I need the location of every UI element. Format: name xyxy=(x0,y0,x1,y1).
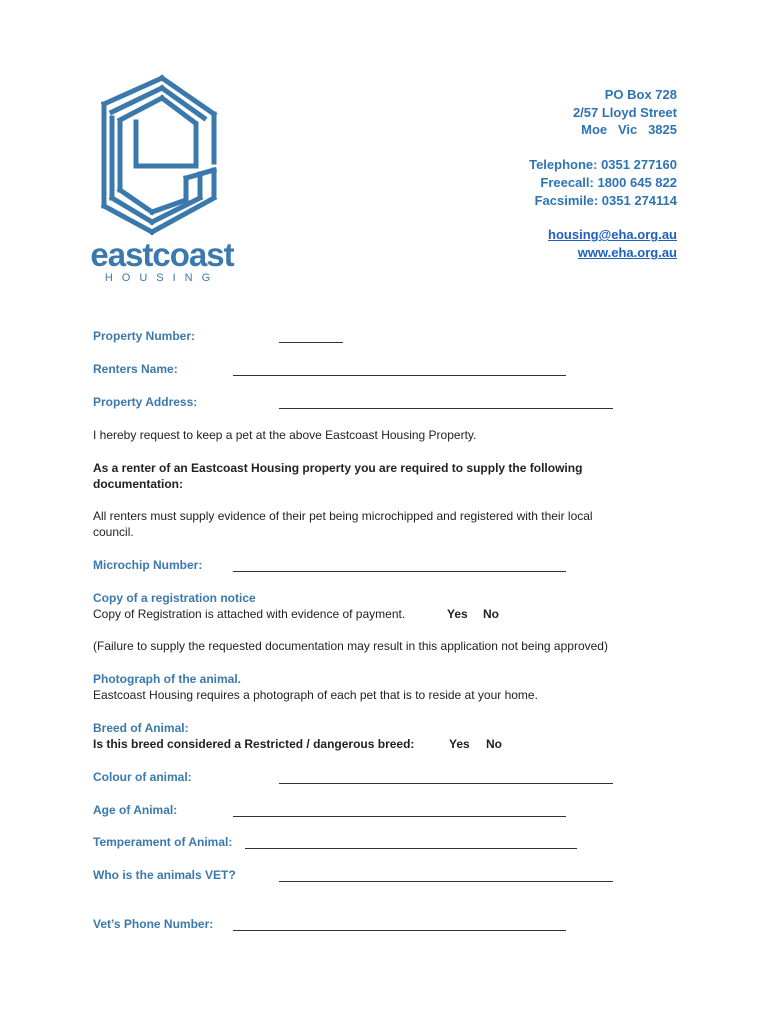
colour-label: Colour of animal: xyxy=(93,770,192,784)
colour-field[interactable] xyxy=(279,783,613,784)
contact-block xyxy=(529,86,677,262)
microchip-number-field[interactable] xyxy=(233,571,566,572)
age-label: Age of Animal: xyxy=(93,803,178,817)
website-link[interactable]: www.eha.org.au xyxy=(577,244,677,260)
breed-question: Is this breed considered a Restricted / dangerous breed: xyxy=(93,737,415,751)
temperament-field[interactable] xyxy=(245,848,577,849)
logo-wordmark: eastcoast xyxy=(90,236,234,273)
renters-name-label: Renters Name: xyxy=(93,362,178,376)
po-box: PO Box 728 xyxy=(604,87,677,102)
telephone: Telephone: 0351 277160 xyxy=(529,157,677,173)
logo-mark-icon xyxy=(96,74,228,236)
breed-heading: Breed of Animal: xyxy=(93,721,189,735)
registration-yes-option[interactable]: Yes xyxy=(447,607,468,621)
breed-no-option[interactable]: No xyxy=(486,737,502,751)
vet-field[interactable] xyxy=(279,881,613,882)
photo-text: Eastcoast Housing requires a photograph of each pet that is to reside at your home. xyxy=(93,688,538,702)
suburb-state-postcode: Moe Vic 3825 xyxy=(581,122,677,138)
renters-name-field[interactable] xyxy=(233,375,566,376)
logo-subtitle: HOUSING xyxy=(104,272,220,284)
evidence-text-line2: council. xyxy=(93,525,134,539)
property-address-field[interactable] xyxy=(279,408,613,409)
request-statement: I hereby request to keep a pet at the above Eastcoast Housing Property. xyxy=(93,428,477,442)
requirement-text-line2: documentation: xyxy=(93,477,183,491)
vet-phone-label: Vet’s Phone Number: xyxy=(93,917,214,931)
facsimile: Facsimile: 0351 274114 xyxy=(534,192,677,208)
evidence-text-line1: All renters must supply evidence of their pet being microchipped and registered with their local xyxy=(93,509,593,523)
registration-heading: Copy of a registration notice xyxy=(93,591,256,605)
photo-heading: Photograph of the animal. xyxy=(93,672,242,686)
breed-yes-option[interactable]: Yes xyxy=(449,737,470,751)
requirement-text-line1: As a renter of an Eastcoast Housing property you are required to supply the following xyxy=(93,461,583,475)
email-link[interactable]: housing@eha.org.au xyxy=(548,227,677,243)
microchip-number-label: Microchip Number: xyxy=(93,558,203,572)
registration-text: Copy of Registration is attached with evidence of payment. xyxy=(93,607,406,621)
registration-no-option[interactable]: No xyxy=(483,607,499,621)
eastcoast-housing-logo xyxy=(80,70,244,296)
vet-phone-field[interactable] xyxy=(233,930,566,931)
failure-notice: (Failure to supply the requested documentation may result in this application not being approved) xyxy=(93,639,608,653)
vet-label: Who is the animals VET? xyxy=(93,868,236,882)
freecall: Freecall: 1800 645 822 xyxy=(540,174,677,190)
property-number-field[interactable] xyxy=(279,342,343,343)
property-number-label: Property Number: xyxy=(93,329,196,343)
street-address: 2/57 Lloyd Street xyxy=(572,104,677,120)
temperament-label: Temperament of Animal: xyxy=(93,835,233,849)
age-field[interactable] xyxy=(233,816,566,817)
property-address-label: Property Address: xyxy=(93,395,198,409)
